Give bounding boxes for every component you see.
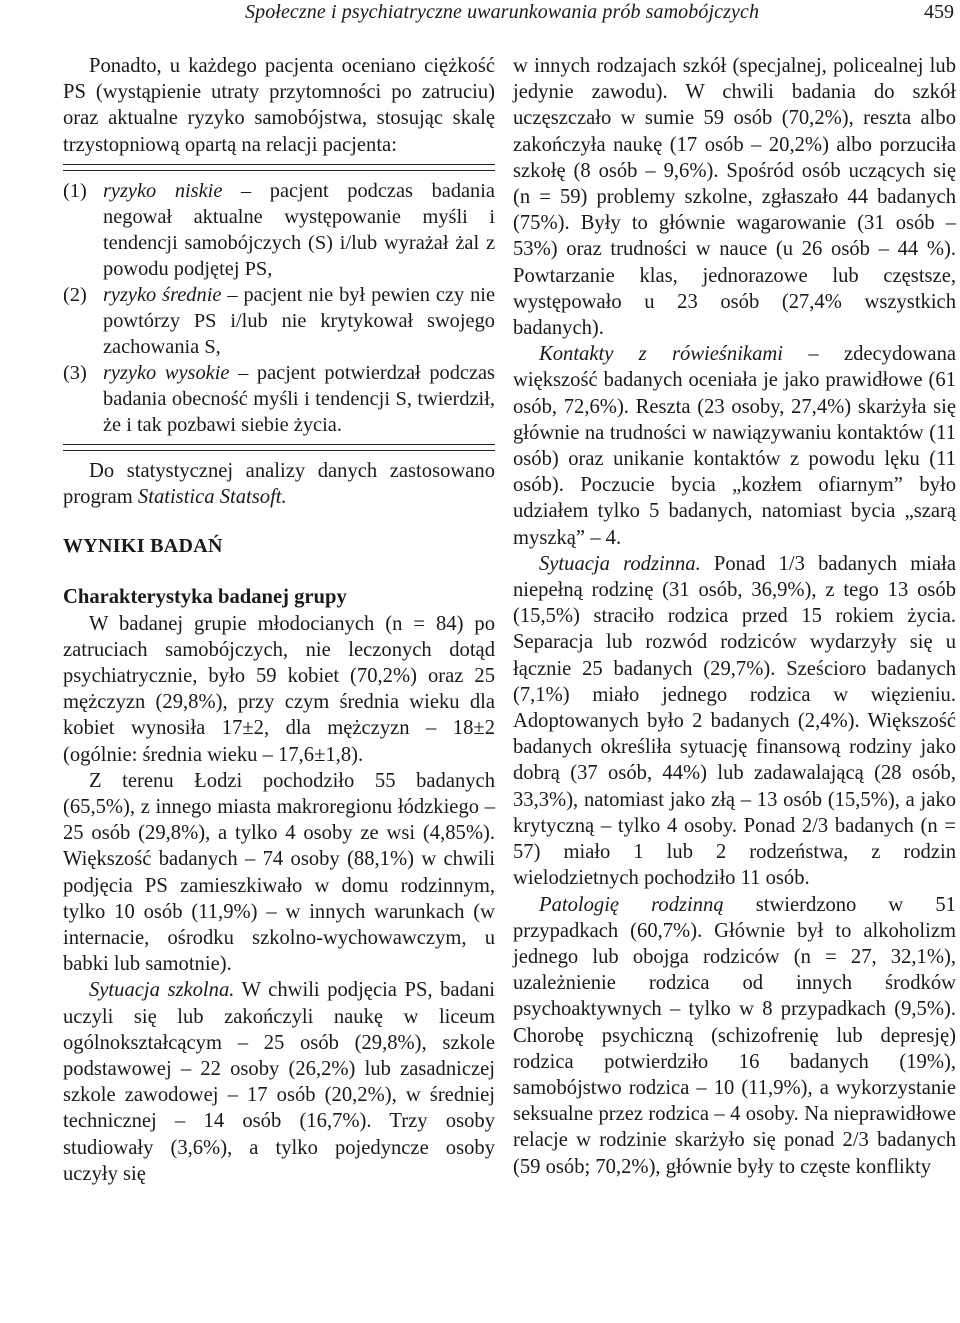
school-paragraph — [63, 977, 495, 1187]
item-number: (1) — [63, 179, 87, 202]
family-paragraph — [513, 551, 956, 892]
item-text: – pacjent potwierdzał podczas badania obecność myśli i tendencji S, twierdził, że i tak pozbawi siebie życia. — [103, 361, 495, 436]
section-title: WYNIKI BADAŃ — [63, 535, 223, 558]
intro-paragraph: Ponadto, u każdego pacjenta oceniano ciężkość PS (wystąpienie utraty przytomności po zatruciu) oraz aktualne ryzyko samobójstwa, stosując skalę trzystopniową opartą na relacji pacjenta: — [63, 55, 495, 156]
left-column — [63, 53, 495, 1187]
right-column — [513, 53, 956, 1180]
statistics-program: Statistica Statsoft. — [137, 486, 287, 509]
page-number: 459 — [924, 1, 954, 23]
item-term: ryzyko wysokie — [103, 361, 230, 384]
risk-item-high — [63, 360, 495, 438]
peers-text: – zdecydowana większość badanych oceniała je jako prawidłowe (61 osób, 72,6%). Reszta (23 osoby, 27,4%) skarżyła się głównie na trudności w nawiązywaniu kontaktów (11 osób) oraz unikanie kontaktów z powodu lęku (11 osób). Poczucie bycia „kozłem ofiarnym” było udziałem tylko 5 badanych, natomiast bycia „szarą myszką” – 4. — [513, 343, 957, 549]
item-number: (2) — [63, 283, 87, 306]
top-double-rule — [63, 164, 495, 171]
statistics-paragraph — [63, 458, 495, 510]
peers-paragraph — [513, 341, 956, 551]
item-text: – pacjent podczas badania negował aktualne występowanie myśli i tendencji samobójczych (S) i/lub wyrażał żal z powodu podjętej PS, — [103, 179, 495, 280]
risk-item-low — [63, 178, 495, 282]
pathology-term: Patologię rodzinną — [539, 893, 724, 916]
item-term: ryzyko średnie — [103, 283, 222, 306]
item-number: (3) — [63, 361, 87, 384]
school-term: Sytuacja szkolna. — [89, 979, 235, 1002]
bottom-double-rule — [63, 444, 495, 451]
pathology-text: stwierdzono w 51 przypadkach (60,7%). Głównie był to alkoholizm jednego lub obojga rodziców (n = 27, 32,1%), uzależnienie rodzica od innych środków psychoaktywnych – tylko w 8 przypadkach (9,5%). Chorobę psychiczną (schizofrenię lub depresję) rodzica potwierdziło 16 badanych (19%), samobójstwo rodzica – 10 (11,9%), a wykorzystanie seksualne przez rodzica – 4 osoby. Na nieprawidłowe relacje w rodzinie skarżyło się ponad 2/3 badanych (59 osób; 70,2%), głównie były to częste konflikty — [513, 893, 956, 1178]
risk-scale-list — [63, 178, 495, 438]
running-title: Społeczne i psychiatryczne uwarunkowania prób samobójczych — [245, 1, 760, 23]
school-continuation-paragraph: w innych rodzajach szkół (specjalnej, policealnej lub jedynie zawodu). W chwili badania do szkół uczęszczało w sumie 59 osób (70,2%), reszta albo zakończyła naukę (17 osób – 20,2%) albo porzuciła szkołę (8 osób – 9,6%). Spośród osób uczących się (n = 59) problemy szkolne, zgłaszało 44 badanych (75%). Były to głównie wagarowanie (31 osób – 53%) oraz trudności w nauce (u 26 osób – 44 %). Powtarzanie klas, jednorazowe lub częstsze, występowało u 23 osób (27,4% wszystkich badanych). — [513, 55, 956, 340]
risk-item-medium — [63, 282, 495, 360]
item-term: ryzyko niskie — [103, 179, 223, 202]
pathology-paragraph — [513, 892, 956, 1180]
statistics-text: Do statystycznej analizy danych zastosowano program — [63, 459, 495, 509]
item-text: – pacjent nie był pewien czy nie powtórzy PS i/lub nie krytykował swojego zachowania S, — [103, 283, 495, 358]
peers-term: Kontakty z rówieśnikami — [539, 343, 783, 366]
family-text: Ponad 1/3 badanych miała niepełną rodzinę (31 osób, 36,9%), z tego 13 osób (15,5%) straciło rodzica przed 15 rokiem życia. Separacja lub rozwód rodziców wydarzyły się u łącznie 25 badanych (29,7%). Sześcioro badanych (7,1%) miało jednego rodzica w więzieniu. Adoptowanych było 2 badanych (2,4%). Większość badanych określiła sytuację finansową rodziny jako dobrą (37 osób, 44%) lub zadawalającą (28 osób, 33,3%), natomiast jako złą – 13 osób (15,5%), a jako krytyczną – tylko 4 osoby. Ponad 2/3 badanych (n = 57) miało 1 lub 2 rodzeństwa, z rodzin wielodzietnych pochodziło 11 osób. — [513, 552, 956, 890]
origin-paragraph: Z terenu Łodzi pochodziło 55 badanych (65,5%), z innego miasta makroregionu łódzkiego – 25 osób (29,8%), a tylko 4 osoby ze wsi (4,85%). Większość badanych – 74 osoby (88,1%) w chwili podjęcia PS zamieszkiwało w domu rodzinnym, tylko 10 osób (11,9%) – w innych warunkach (w internacie, ośrodku szkolno-wychowawczym, u babki lub samotnie). — [63, 769, 495, 976]
family-term: Sytuacja rodzinna. — [539, 552, 701, 575]
subsection-title: Charakterystyka badanej grupy — [63, 586, 347, 609]
group-paragraph: W badanej grupie młodocianych (n = 84) po zatruciach samobójczych, nie leczonych dotąd psychiatrycznie, było 59 kobiet (70,2%) oraz 25 mężczyzn (29,8%), przy czym średnia wieku dla kobiet wynosiła 17±2, dla mężczyzn – 18±2 (ogólnie: średnia wieku – 17,6±1,8). — [63, 612, 495, 766]
page-header — [0, 0, 960, 40]
school-text: W chwili podjęcia PS, badani uczyli się lub zakończyli naukę w liceum ogólnokształcącym – 25 osób (29,8%), szkole podstawowej – 22 osoby (26,2%) lub zasadniczej szkole zawodowej – 17 osób (20,2%), w średniej technicznej – 14 osób (16,7%). Trzy osoby studiowały (3,6%), a tylko pojedyncze osoby uczyły się — [63, 979, 495, 1185]
